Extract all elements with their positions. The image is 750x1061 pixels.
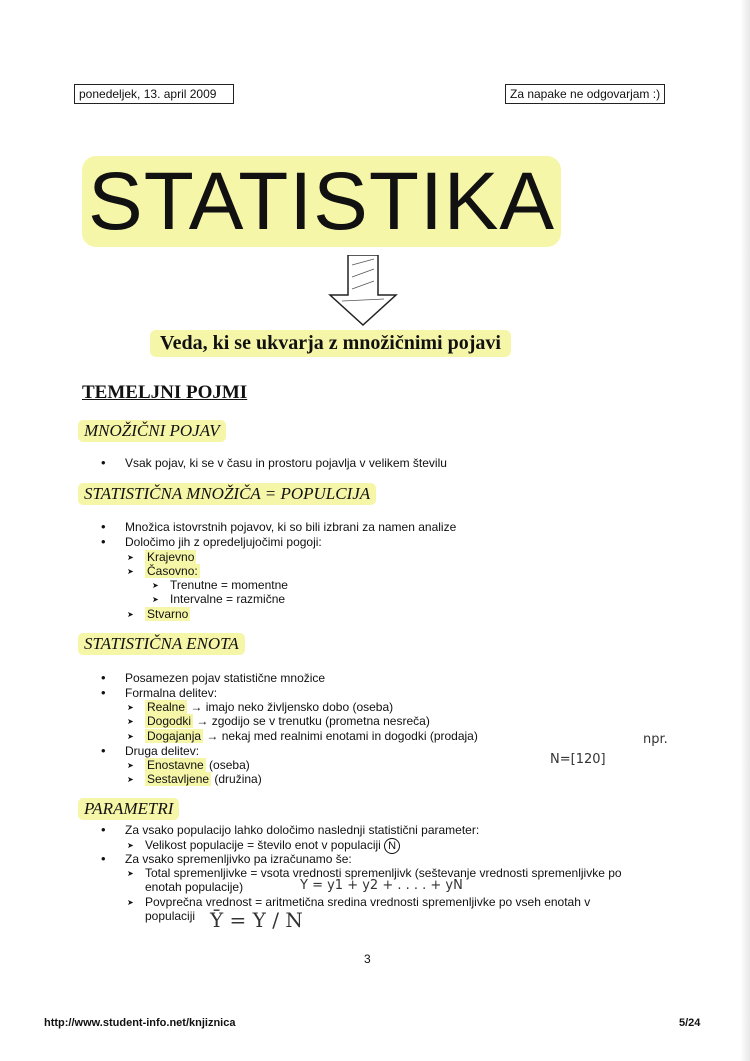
disclaimer-label: Za napake ne odgovarjam :): [505, 84, 665, 104]
list-item: ➤ Krajevno: [145, 550, 196, 564]
footer-pages: 5/24: [679, 1017, 701, 1029]
list-item: • Posamezen pojav statistične množice: [125, 671, 325, 685]
section-title-populacija: STATISTIČNA MNOŽIČA = POPULCIJA: [78, 483, 376, 505]
handwritten-note-npr: npr.: [643, 732, 668, 747]
list-item-cont: populaciji: [145, 909, 196, 923]
list-item: • Vsak pojav, ki se v času in prostoru pojavlja v velikem številu: [125, 456, 447, 470]
list-item: • Za vsako populacijo lahko določimo naslednji statistični parameter:: [125, 823, 479, 837]
symbol-n-circled: N: [384, 838, 400, 854]
list-item: ➤ Trenutne = momentne: [170, 578, 288, 592]
list-item: ➤ Velikost populacije = število enot v populaciji N: [145, 838, 400, 854]
page-number: 3: [364, 952, 371, 966]
list-item: ➤ Dogodki → zgodijo se v trenutku (prometna nesreča): [145, 714, 430, 728]
list-item: • Za vsako spremenljivko pa izračunamo še:: [125, 852, 352, 866]
list-item: ➤ Enostavne (oseba): [145, 758, 250, 772]
section-title-statisticna-enota: STATISTIČNA ENOTA: [78, 633, 245, 655]
section-title-parametri: PARAMETRI: [78, 798, 179, 820]
list-item: • Določimo jih z opredeljujočimi pogoji:: [125, 535, 322, 549]
title-text: STATISTIKA: [82, 156, 561, 247]
handwritten-formula-mean: Ȳ = Y / N: [210, 908, 303, 932]
date-label: ponedeljek, 13. april 2009: [74, 84, 234, 104]
list-item: • Formalna delitev:: [125, 686, 217, 700]
list-item: ➤ Povprečna vrednost = aritmetična sredina vrednosti spremenljivke po vseh enotah v: [145, 895, 590, 909]
footer-url: http://www.student-info.net/knjiznica: [44, 1017, 236, 1029]
list-item-cont: enotah populacije): [145, 880, 244, 894]
down-arrow-icon: [328, 255, 398, 327]
list-item: ➤ Realne → imajo neko življensko dobo (oseba): [145, 700, 393, 714]
section-heading: TEMELJNI POJMI: [82, 382, 248, 403]
page-title: [82, 152, 642, 252]
page-edge: [740, 0, 750, 1061]
list-item: • Druga delitev:: [125, 744, 199, 758]
handwritten-formula-total: Y = y1 + y2 + . . . . + yN: [300, 878, 463, 893]
list-item: ➤ Časovno:: [145, 564, 200, 578]
list-item: ➤ Intervalne = razmične: [170, 592, 285, 606]
list-item: ➤ Total spremenljivke = vsota vrednosti spremenljivk (seštevanje vrednosti spremenljivke po: [145, 866, 622, 880]
list-item: ➤ Dogajanja → nekaj med realnimi enotami in dogodki (prodaja): [145, 729, 478, 743]
handwritten-note: N=[120]: [550, 752, 606, 767]
list-item: ➤ Sestavljene (družina): [145, 772, 262, 786]
section-title-mnozicni-pojav: MNOŽIČNI POJAV: [78, 420, 226, 442]
list-item: ➤ Stvarno: [145, 607, 190, 621]
subtitle: Veda, ki se ukvarja z množičnimi pojavi: [150, 330, 511, 357]
list-item: • Množica istovrstnih pojavov, ki so bili izbrani za namen analize: [125, 520, 456, 534]
